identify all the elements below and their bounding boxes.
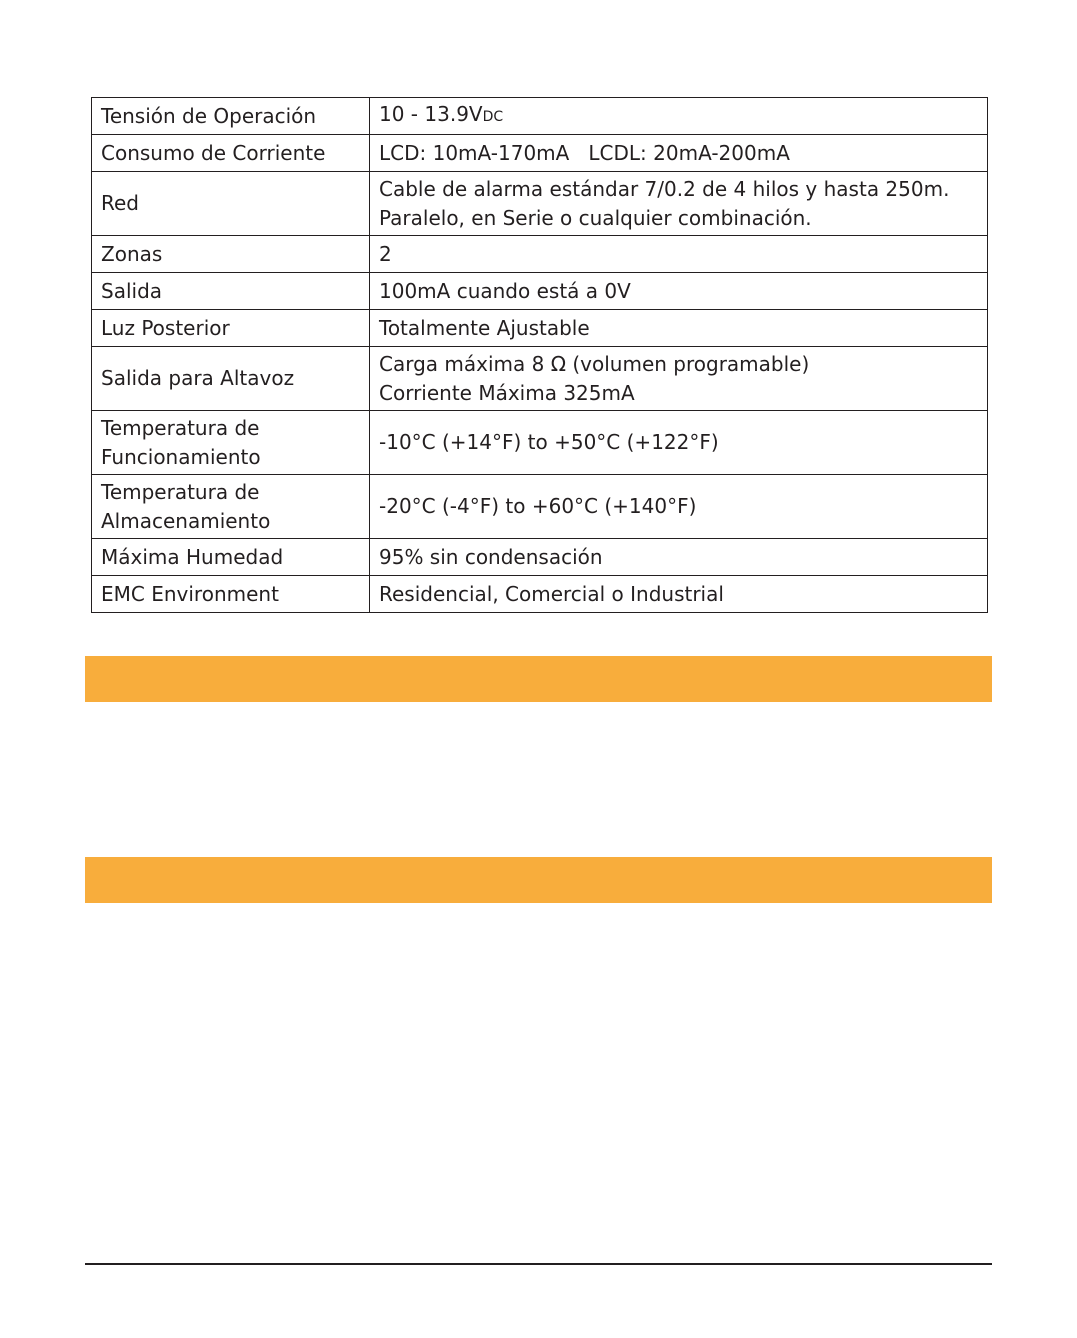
spec-label: Máxima Humedad: [92, 539, 370, 576]
table-row: [92, 273, 988, 310]
section-header-band: [85, 857, 992, 903]
spec-value: 2: [370, 236, 988, 273]
spec-value: -20°C (-4°F) to +60°C (+140°F): [370, 475, 988, 539]
specifications-table: [91, 97, 988, 613]
spec-value: [370, 98, 988, 135]
spec-label: [92, 475, 370, 539]
spec-label: EMC Environment: [92, 576, 370, 613]
table-row: [92, 411, 988, 475]
spec-value: Residencial, Comercial o Industrial: [370, 576, 988, 613]
footer-divider: [85, 1263, 992, 1265]
spec-value: Totalmente Ajustable: [370, 310, 988, 347]
spec-label: Luz Posterior: [92, 310, 370, 347]
table-row: [92, 236, 988, 273]
spec-label: Salida para Altavoz: [92, 347, 370, 411]
spec-value-line: Paralelo, en Serie o cualquier combinación.: [379, 205, 812, 230]
spec-value: 100mA cuando está a 0V: [370, 273, 988, 310]
table-row: [92, 576, 988, 613]
spec-value: [370, 172, 988, 236]
table-row: [92, 347, 988, 411]
table-row: [92, 539, 988, 576]
spec-value-main: 10 - 13.9V: [379, 102, 483, 126]
spec-label-line: Temperatura de: [101, 415, 260, 440]
table-row: [92, 172, 988, 236]
spec-label: Red: [92, 172, 370, 236]
spec-label-line: Funcionamiento: [101, 444, 261, 469]
table-row: [92, 310, 988, 347]
spec-label: Zonas: [92, 236, 370, 273]
spec-label-line: Almacenamiento: [101, 508, 271, 533]
spec-value-subscript: DC: [482, 109, 504, 125]
spec-label: Salida: [92, 273, 370, 310]
spec-value: [370, 347, 988, 411]
spec-value: 95% sin condensación: [370, 539, 988, 576]
table-row: [92, 135, 988, 172]
spec-value-line: Corriente Máxima 325mA: [379, 380, 635, 405]
table-row: [92, 98, 988, 135]
spec-value-line: Cable de alarma estándar 7/0.2 de 4 hilos y hasta 250m.: [379, 176, 950, 201]
spec-value-line: Carga máxima 8 Ω (volumen programable): [379, 351, 810, 376]
spec-label: [92, 411, 370, 475]
table-row: [92, 475, 988, 539]
section-header-band: [85, 656, 992, 702]
spec-value: LCD: 10mA-170mA LCDL: 20mA-200mA: [370, 135, 988, 172]
spec-value: -10°C (+14°F) to +50°C (+122°F): [370, 411, 988, 475]
spec-label: Consumo de Corriente: [92, 135, 370, 172]
spec-label-line: Temperatura de: [101, 479, 260, 504]
spec-label: Tensión de Operación: [92, 98, 370, 135]
